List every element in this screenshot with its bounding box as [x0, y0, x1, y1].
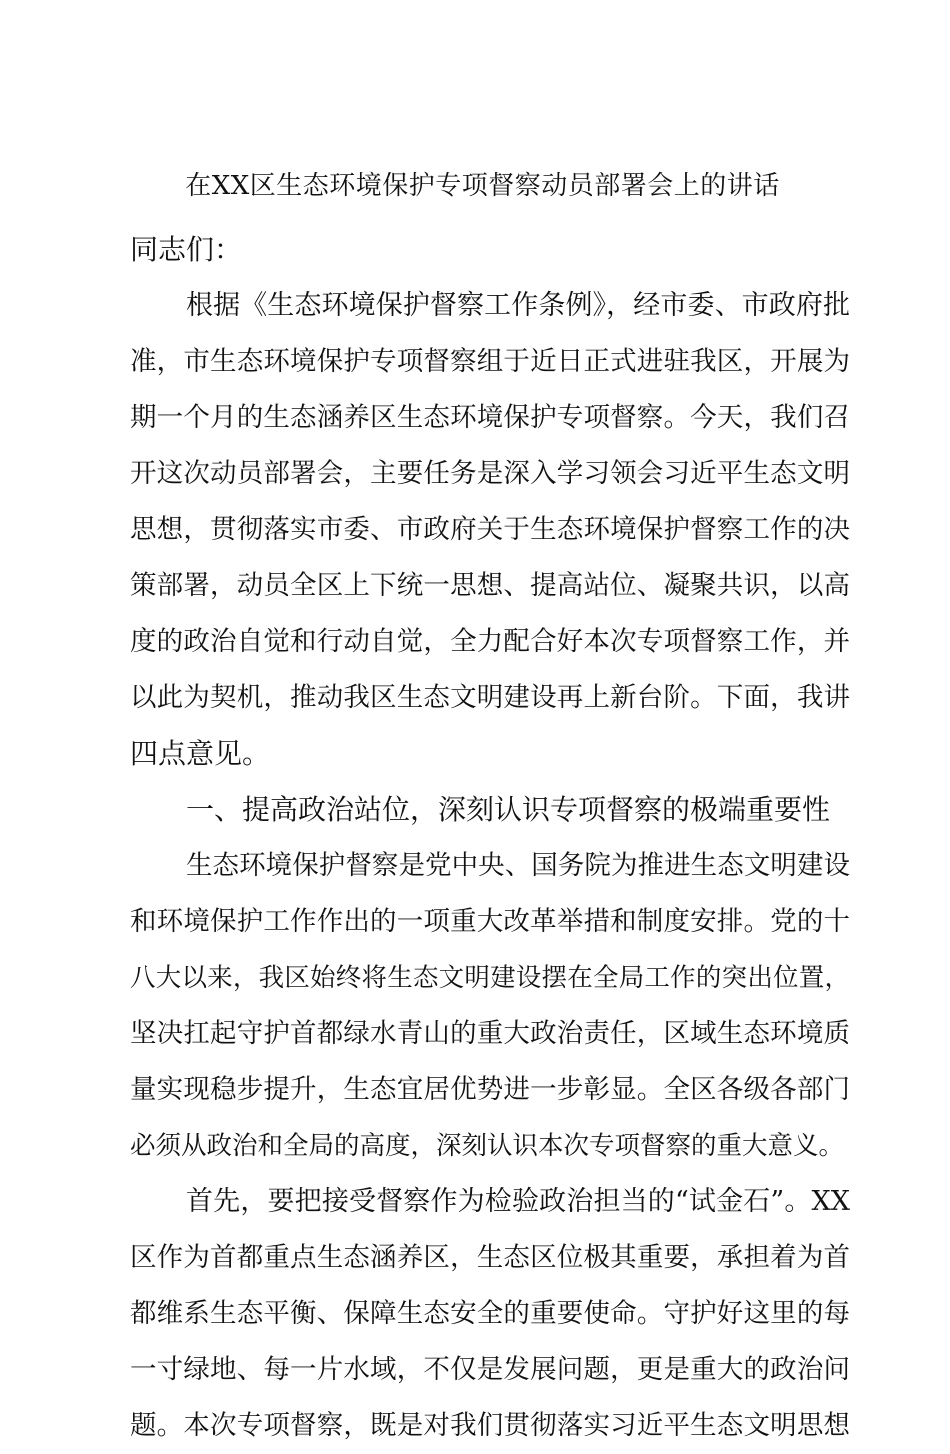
- paragraph-line: 开这次动员部署会，主要任务是深入学习领会习近平生态文明: [130, 458, 850, 489]
- paragraph-line: 准，市生态环境保护专项督察组于近日正式进驻我区，开展为: [130, 346, 850, 377]
- paragraph-line: 策部署，动员全区上下统一思想、提高站位、凝聚共识，以高: [130, 570, 850, 601]
- document-body: [130, 222, 850, 1454]
- paragraph-line: 生态环境保护督察是党中央、国务院为推进生态文明建设: [186, 850, 850, 881]
- paragraph-line: 区作为首都重点生态涵养区，生态区位极其重要，承担着为首: [130, 1242, 850, 1273]
- paragraph-line: 坚决扛起守护首都绿水青山的重大政治责任，区域生态环境质: [130, 1018, 850, 1049]
- paragraph-line: 一寸绿地、每一片水域，不仅是发展问题，更是重大的政治问: [130, 1354, 850, 1385]
- salutation: 同志们：: [130, 233, 243, 266]
- paragraph-line: 量实现稳步提升，生态宜居优势进一步彰显。全区各级各部门: [130, 1074, 850, 1105]
- paragraph-line: 以此为契机，推动我区生态文明建设再上新台阶。下面，我讲: [130, 682, 850, 713]
- paragraph-line: 题。本次专项督察，既是对我们贯彻落实习近平生态文明思想: [130, 1410, 850, 1441]
- paragraph-line: 思想，贯彻落实市委、市政府关于生态环境保护督察工作的决: [130, 514, 850, 545]
- paragraph-line: 四点意见。: [130, 737, 271, 770]
- document-title: 在XX区生态环境保护专项督察动员部署会上的讲话: [185, 171, 780, 201]
- paragraph-line: 都维系生态平衡、保障生态安全的重要使命。守护好这里的每: [130, 1298, 850, 1329]
- paragraph-line: 八大以来，我区始终将生态文明建设摆在全局工作的突出位置，: [130, 963, 850, 993]
- paragraph-line: 度的政治自觉和行动自觉，全力配合好本次专项督察工作，并: [130, 626, 850, 657]
- paragraph-line: 和环境保护工作作出的一项重大改革举措和制度安排。党的十: [130, 906, 850, 937]
- paragraph-line: 期一个月的生态涵养区生态环境保护专项督察。今天，我们召: [130, 402, 850, 433]
- paragraph-line: 必须从政治和全局的高度，深刻认识本次专项督察的重大意义。: [130, 1131, 845, 1161]
- paragraph-line: 根据《生态环境保护督察工作条例》，经市委、市政府批: [186, 290, 850, 321]
- section-heading: 一、提高政治站位，深刻认识专项督察的极端重要性: [186, 793, 831, 826]
- paragraph-line: 首先，要把接受督察作为检验政治担当的“试金石”。XX: [186, 1186, 850, 1217]
